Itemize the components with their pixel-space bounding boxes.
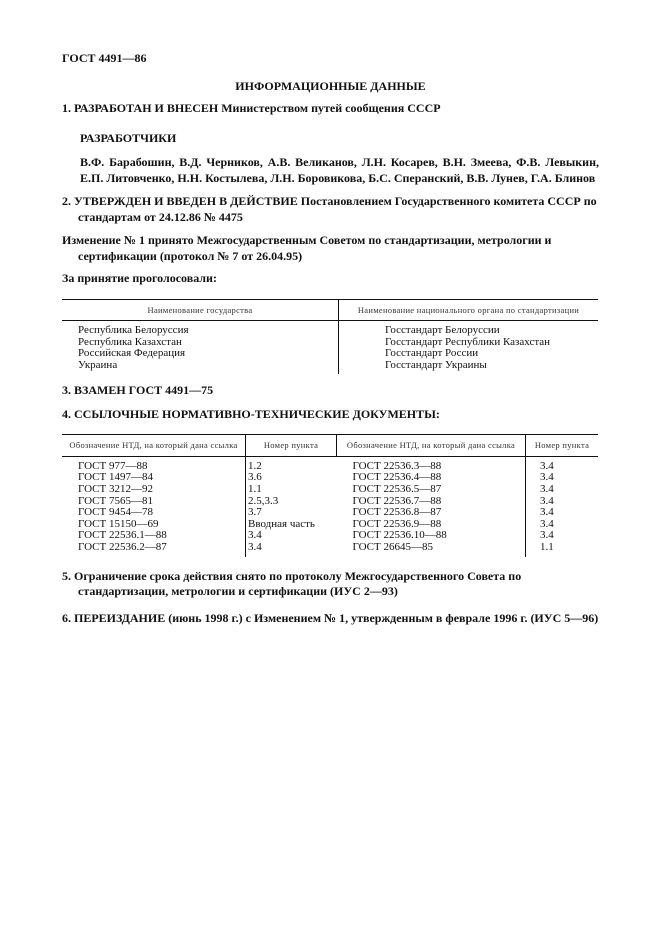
table-cell: ГОСТ 15150—69 xyxy=(62,519,246,531)
table-cell: 3.4 xyxy=(540,471,554,484)
table-cell: Республика Белоруссия xyxy=(62,321,339,337)
table-cell: ГОСТ 9454—78 xyxy=(62,507,246,519)
table-cell: ГОСТ 22536.1—88 xyxy=(62,530,246,542)
developers-list: В.Ф. Барабошин, В.Д. Черников, А.В. Великанов, Л.Н. Косарев, В.Н. Змеева, Ф.В. Левыкин, Е.П. Литовченко, Н.Н. Костылева, Л.Н. Боровикова, Б.С. Сперанский, В.В. Лунев, Г.А. Блинов xyxy=(80,155,599,185)
section-2 xyxy=(62,194,599,225)
column-header: Обозначение НТД, на который дана ссылка xyxy=(337,435,526,457)
table-cell: 3.6 xyxy=(248,471,262,484)
table-cell: 1.1 xyxy=(248,483,262,496)
table-cell: ГОСТ 26645—85 xyxy=(337,542,526,557)
table-row xyxy=(62,321,598,337)
section-lead: РАЗРАБОТАН И ВНЕСЕН xyxy=(74,101,219,115)
table-cell: 1.1 xyxy=(540,541,554,554)
section-1 xyxy=(62,101,599,117)
section-3: 3. ВЗАМЕН ГОСТ 4491—75 xyxy=(62,383,214,398)
table-cell: Российская Федерация xyxy=(62,348,339,360)
table-row xyxy=(62,360,598,375)
section-4: 4. ССЫЛОЧНЫЕ НОРМАТИВНО-ТЕХНИЧЕСКИЕ ДОКУМЕНТЫ: xyxy=(62,406,440,421)
table-cell: Госстандарт Республики Казахстан xyxy=(385,335,551,348)
table-cell: Республика Казахстан xyxy=(62,337,339,349)
doc-header: ГОСТ 4491—86 xyxy=(62,51,147,65)
table-cell: ГОСТ 977—88 xyxy=(62,456,246,472)
table-cell: ГОСТ 22536.10—88 xyxy=(337,530,526,542)
table-cell: 3.7 xyxy=(248,506,262,519)
table-cell: 3.4 xyxy=(540,529,554,542)
table-cell: 1.2 xyxy=(248,459,262,472)
table-cell: ГОСТ 1497—84 xyxy=(62,472,246,484)
section-text: Министерством путей сообщения СССР xyxy=(221,101,441,115)
column-header: Обозначение НТД, на который дана ссылка xyxy=(62,435,246,457)
voted-label: За принятие проголосовали: xyxy=(62,271,217,285)
table-cell: ГОСТ 22536.4—88 xyxy=(337,472,526,484)
table-cell: Украина xyxy=(62,360,339,375)
table-cell: ГОСТ 22536.5—87 xyxy=(337,484,526,496)
reference-table xyxy=(62,434,598,556)
table-cell: Госстандарт России xyxy=(385,347,479,360)
section-6: 6. ПЕРЕИЗДАНИЕ (июнь 1998 г.) с Изменением № 1, утвержденным в феврале 1996 г. (ИУС 5—96) xyxy=(62,610,599,625)
table-cell: ГОСТ 3212—92 xyxy=(62,484,246,496)
table-cell: Вводная часть xyxy=(248,517,315,530)
table-cell: ГОСТ 22536.7—88 xyxy=(337,496,526,508)
page-title: ИНФОРМАЦИОННЫЕ ДАННЫЕ xyxy=(235,78,426,93)
table-cell: 2.5,3.3 xyxy=(248,494,279,507)
table-row xyxy=(62,348,598,360)
table-cell: 3.4 xyxy=(540,506,554,519)
table-cell: 3.4 xyxy=(540,494,554,507)
table-cell: Госстандарт Белоруссии xyxy=(385,324,500,336)
section-text: Постановлением Государственного комитета СССР по стандартам от 24.12.86 № 4475 xyxy=(78,194,597,224)
section-number: 1. xyxy=(62,101,71,115)
table-row xyxy=(62,542,598,557)
developers-label: РАЗРАБОТЧИКИ xyxy=(80,130,177,145)
table-cell: ГОСТ 22536.9—88 xyxy=(337,519,526,531)
table-cell: ГОСТ 22536.2—87 xyxy=(62,542,246,557)
table-row xyxy=(62,456,598,472)
vote-table xyxy=(62,299,598,375)
column-header: Наименование государства xyxy=(62,299,339,321)
change-note: Изменение № 1 принято Межгосударственным Советом по стандартизации, метрологии и сертификации (протокол № 7 от 26.04.95) xyxy=(62,233,552,263)
table-cell: 3.4 xyxy=(540,459,554,472)
table-cell: ГОСТ 7565—81 xyxy=(62,496,246,508)
table-cell: Госстандарт Украины xyxy=(385,358,487,371)
column-header: Номер пункта xyxy=(526,435,599,457)
table-cell: ГОСТ 22536.8—87 xyxy=(337,507,526,519)
table-row xyxy=(62,484,598,496)
section-5: 5. Ограничение срока действия снято по протоколу Межгосударственного Совета по стандартизации, метрологии и сертификации (ИУС 2—93) xyxy=(62,568,522,599)
column-header: Наименование национального органа по стандартизации xyxy=(339,299,599,321)
table-cell: ГОСТ 22536.3—88 xyxy=(337,456,526,472)
column-header: Номер пункта xyxy=(246,435,337,457)
section-lead: УТВЕРЖДЕН И ВВЕДЕН В ДЕЙСТВИЕ xyxy=(74,194,298,208)
section-number: 2. xyxy=(62,194,71,208)
table-cell: 3.4 xyxy=(248,541,262,554)
table-cell: 3.4 xyxy=(540,517,554,530)
table-cell: 3.4 xyxy=(248,529,262,542)
table-cell: 3.4 xyxy=(540,483,554,496)
